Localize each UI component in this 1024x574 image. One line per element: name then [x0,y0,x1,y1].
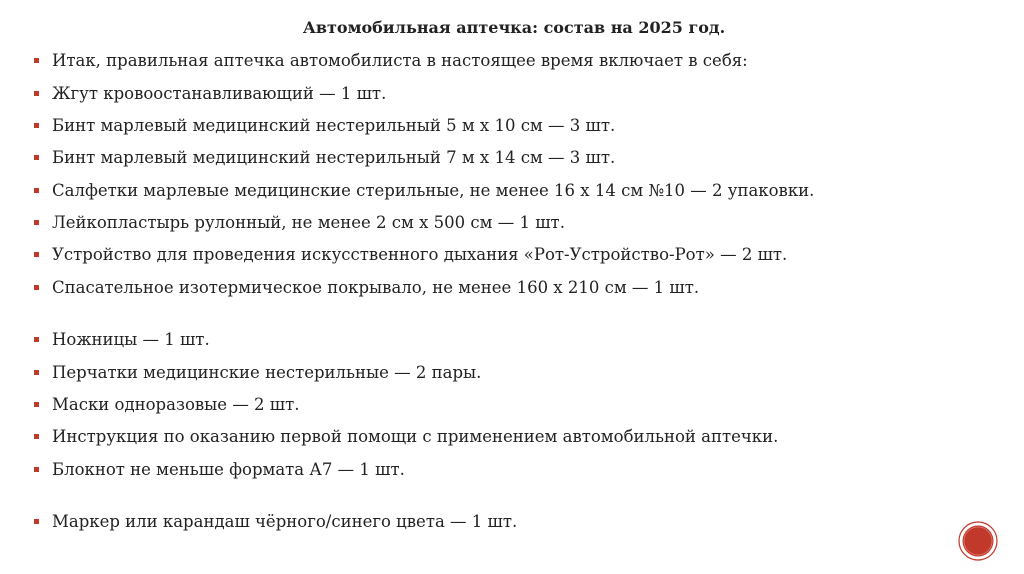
list-item [34,511,517,533]
list-item-text: Устройство для проведения искусственного дыхания «Рот-Устройство-Рот» — 2 шт. [52,245,788,264]
list-item-text: Бинт марлевый медицинский нестерильный 5 м х 10 см — 3 шт. [52,116,616,135]
list-item-text: Лейкопластырь рулонный, не менее 2 см х 500 см — 1 шт. [52,213,565,232]
bullet-icon [34,188,39,193]
page-marker-icon [958,521,998,561]
slide-title [0,17,1024,39]
list-item-text: Итак, правильная аптечка автомобилиста в настоящее время включает в себя: [52,51,748,70]
bullet-icon [34,337,39,342]
list-item-text: Жгут кровоостанавливающий — 1 шт. [52,84,387,103]
slide-title-text: Автомобильная аптечка: состав на 2025 год. [302,18,726,37]
list-item-text: Салфетки марлевые медицинские стерильные, не менее 16 х 14 см №10 — 2 упаковки. [52,181,815,200]
bullet-icon [34,467,39,472]
bullet-icon [34,402,39,407]
bullet-icon [34,220,39,225]
list-item [34,362,481,384]
list-item [34,459,405,481]
bullet-icon [34,285,39,290]
list-item [34,180,814,202]
list-item-text: Инструкция по оказанию первой помощи с применением автомобильной аптечки. [52,427,779,446]
bullet-icon [34,252,39,257]
list-item-text: Спасательное изотермическое покрывало, не менее 160 х 210 см — 1 шт. [52,278,700,297]
list-item [34,83,386,105]
bullet-icon [34,123,39,128]
list-item [34,244,787,266]
list-item [34,329,210,351]
list-item-text: Блокнот не меньше формата А7 — 1 шт. [52,460,405,479]
bullet-icon [34,91,39,96]
list-item [34,50,748,72]
list-item-text: Бинт марлевый медицинский нестерильный 7 м х 14 см — 3 шт. [52,148,616,167]
list-item [34,426,778,448]
list-item [34,115,615,137]
list-item-text: Перчатки медицинские нестерильные — 2 пары. [52,363,482,382]
bullet-icon [34,370,39,375]
bullet-icon [34,155,39,160]
list-item-text: Ножницы — 1 шт. [52,330,210,349]
list-item-text: Маркер или карандаш чёрного/синего цвета — 1 шт. [52,512,518,531]
bullet-icon [34,519,39,524]
list-item [34,277,699,299]
bullet-icon [34,434,39,439]
bullet-icon [34,58,39,63]
list-item [34,212,565,234]
list-item [34,394,300,416]
list-item-text: Маски одноразовые — 2 шт. [52,395,300,414]
list-item [34,147,615,169]
